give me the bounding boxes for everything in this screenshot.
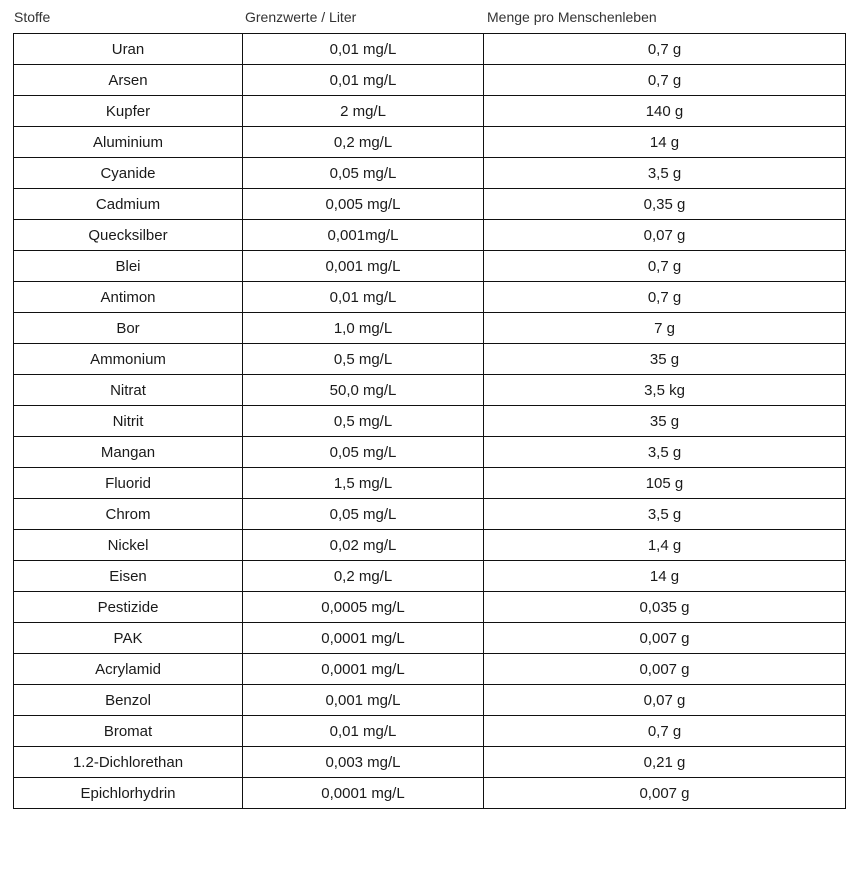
cell-substance: Fluorid bbox=[14, 468, 243, 499]
table-header bbox=[0, 0, 855, 34]
cell-limit: 1,5 mg/L bbox=[243, 468, 484, 499]
cell-substance: Benzol bbox=[14, 685, 243, 716]
table-row bbox=[14, 127, 846, 158]
cell-substance: Eisen bbox=[14, 561, 243, 592]
cell-substance: Nitrat bbox=[14, 375, 243, 406]
cell-limit: 0,05 mg/L bbox=[243, 437, 484, 468]
cell-limit: 0,05 mg/L bbox=[243, 158, 484, 189]
cell-amount: 14 g bbox=[484, 561, 846, 592]
header-lifetime-amount: Menge pro Menschenleben bbox=[487, 9, 657, 25]
cell-limit: 0,005 mg/L bbox=[243, 189, 484, 220]
cell-limit: 0,001 mg/L bbox=[243, 685, 484, 716]
cell-amount: 3,5 g bbox=[484, 158, 846, 189]
table-row bbox=[14, 375, 846, 406]
cell-amount: 0,7 g bbox=[484, 34, 846, 65]
cell-amount: 3,5 g bbox=[484, 499, 846, 530]
cell-amount: 0,7 g bbox=[484, 251, 846, 282]
cell-amount: 35 g bbox=[484, 406, 846, 437]
cell-amount: 35 g bbox=[484, 344, 846, 375]
table-row bbox=[14, 313, 846, 344]
cell-substance: Acrylamid bbox=[14, 654, 243, 685]
cell-substance: Kupfer bbox=[14, 96, 243, 127]
cell-limit: 0,01 mg/L bbox=[243, 282, 484, 313]
cell-substance: Nickel bbox=[14, 530, 243, 561]
table-row bbox=[14, 158, 846, 189]
cell-limit: 0,001 mg/L bbox=[243, 251, 484, 282]
header-substance: Stoffe bbox=[14, 9, 51, 25]
cell-amount: 105 g bbox=[484, 468, 846, 499]
cell-amount: 1,4 g bbox=[484, 530, 846, 561]
cell-limit: 0,05 mg/L bbox=[243, 499, 484, 530]
cell-substance: Bromat bbox=[14, 716, 243, 747]
cell-amount: 140 g bbox=[484, 96, 846, 127]
cell-substance: Epichlorhydrin bbox=[14, 778, 243, 809]
cell-limit: 2 mg/L bbox=[243, 96, 484, 127]
cell-limit: 0,0005 mg/L bbox=[243, 592, 484, 623]
cell-amount: 0,7 g bbox=[484, 65, 846, 96]
table-row bbox=[14, 468, 846, 499]
cell-amount: 0,7 g bbox=[484, 716, 846, 747]
table-row bbox=[14, 592, 846, 623]
cell-substance: Cyanide bbox=[14, 158, 243, 189]
cell-amount: 0,007 g bbox=[484, 623, 846, 654]
cell-substance: Cadmium bbox=[14, 189, 243, 220]
substances-table bbox=[13, 33, 846, 809]
cell-amount: 0,007 g bbox=[484, 654, 846, 685]
table-row bbox=[14, 282, 846, 313]
cell-substance: Uran bbox=[14, 34, 243, 65]
cell-amount: 0,35 g bbox=[484, 189, 846, 220]
table-row bbox=[14, 437, 846, 468]
table-row bbox=[14, 778, 846, 809]
table-row bbox=[14, 65, 846, 96]
cell-amount: 14 g bbox=[484, 127, 846, 158]
table-row bbox=[14, 530, 846, 561]
cell-amount: 0,07 g bbox=[484, 685, 846, 716]
cell-substance: Bor bbox=[14, 313, 243, 344]
cell-limit: 0,2 mg/L bbox=[243, 127, 484, 158]
cell-limit: 0,02 mg/L bbox=[243, 530, 484, 561]
cell-substance: Ammonium bbox=[14, 344, 243, 375]
table-body bbox=[14, 34, 846, 809]
cell-substance: Blei bbox=[14, 251, 243, 282]
cell-amount: 0,035 g bbox=[484, 592, 846, 623]
table-row bbox=[14, 747, 846, 778]
cell-limit: 0,5 mg/L bbox=[243, 406, 484, 437]
cell-limit: 0,2 mg/L bbox=[243, 561, 484, 592]
cell-limit: 1,0 mg/L bbox=[243, 313, 484, 344]
table-row bbox=[14, 561, 846, 592]
table-row bbox=[14, 654, 846, 685]
table-row bbox=[14, 623, 846, 654]
cell-limit: 0,0001 mg/L bbox=[243, 654, 484, 685]
cell-limit: 0,01 mg/L bbox=[243, 65, 484, 96]
cell-amount: 0,7 g bbox=[484, 282, 846, 313]
cell-substance: Arsen bbox=[14, 65, 243, 96]
cell-substance: PAK bbox=[14, 623, 243, 654]
table-row bbox=[14, 189, 846, 220]
cell-limit: 0,01 mg/L bbox=[243, 34, 484, 65]
cell-limit: 0,0001 mg/L bbox=[243, 778, 484, 809]
table-row bbox=[14, 96, 846, 127]
table-row bbox=[14, 344, 846, 375]
table-row bbox=[14, 34, 846, 65]
cell-substance: Nitrit bbox=[14, 406, 243, 437]
table-row bbox=[14, 220, 846, 251]
table-row bbox=[14, 716, 846, 747]
cell-substance: Pestizide bbox=[14, 592, 243, 623]
cell-substance: Mangan bbox=[14, 437, 243, 468]
cell-amount: 0,07 g bbox=[484, 220, 846, 251]
cell-limit: 0,001mg/L bbox=[243, 220, 484, 251]
table-row bbox=[14, 685, 846, 716]
table-row bbox=[14, 251, 846, 282]
cell-limit: 0,0001 mg/L bbox=[243, 623, 484, 654]
cell-limit: 0,01 mg/L bbox=[243, 716, 484, 747]
cell-amount: 3,5 g bbox=[484, 437, 846, 468]
cell-substance: Chrom bbox=[14, 499, 243, 530]
cell-limit: 0,5 mg/L bbox=[243, 344, 484, 375]
cell-amount: 3,5 kg bbox=[484, 375, 846, 406]
table-row bbox=[14, 406, 846, 437]
header-limit: Grenzwerte / Liter bbox=[245, 9, 357, 25]
cell-amount: 0,007 g bbox=[484, 778, 846, 809]
cell-substance: Antimon bbox=[14, 282, 243, 313]
cell-limit: 50,0 mg/L bbox=[243, 375, 484, 406]
cell-amount: 0,21 g bbox=[484, 747, 846, 778]
cell-substance: Quecksilber bbox=[14, 220, 243, 251]
cell-amount: 7 g bbox=[484, 313, 846, 344]
cell-limit: 0,003 mg/L bbox=[243, 747, 484, 778]
cell-substance: Aluminium bbox=[14, 127, 243, 158]
table-row bbox=[14, 499, 846, 530]
cell-substance: 1.2-Dichlorethan bbox=[14, 747, 243, 778]
